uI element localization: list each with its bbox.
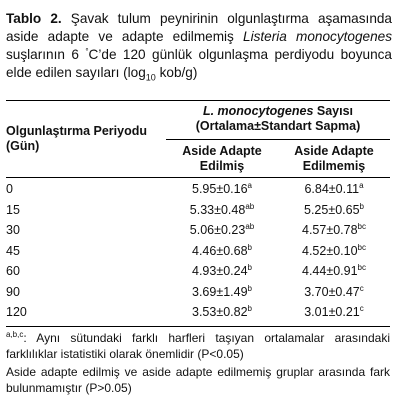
group-header-line2: (Ortalama±Standart Sapma) [195,119,361,133]
period-cell: 60 [6,264,20,278]
degree-symbol: ° [85,47,89,56]
non-adapted-significance-letter: bc [357,222,366,231]
table-caption [6,10,392,87]
period-cell: 30 [6,223,20,237]
caption-organism: Listeria monocytogenes [243,29,392,44]
table-row [0,285,400,305]
non-adapted-value-cell [278,182,390,196]
adapted-value: 5.95±0.16 [192,182,248,196]
table-row [0,264,400,284]
period-cell: 0 [6,182,13,196]
footnote-marker: a,b,c [6,330,24,339]
caption-text-2: suşlarının 6 [6,47,86,62]
caption-text-3: C’de 120 günlük olgunlaşma perdiyodu boyunca elde edilen sayıları (log [6,47,392,80]
col2-header: Aside Adapte Edilmemiş [294,144,374,173]
non-adapted-significance-letter: bc [357,242,366,252]
non-adapted-value: 4.57±0.78 [302,223,358,237]
non-adapted-significance-letter: c [359,304,364,313]
non-adapted-value-cell [278,305,390,319]
non-adapted-value: 6.84±0.11 [304,182,360,196]
adapted-value-cell [166,244,278,258]
non-adapted-value: 3.70±0.47 [304,284,360,299]
adapted-value: 4.93±0.24 [192,264,248,278]
table-row [0,244,400,264]
adapted-significance-letter: a [247,181,252,190]
table-row [0,203,400,223]
adapted-value: 5.06±0.23 [189,223,246,237]
adapted-value: 5.33±0.48 [189,202,246,217]
adapted-value-cell [166,223,278,237]
non-adapted-significance-letter: c [359,283,364,293]
adapted-value-cell [166,264,278,278]
adapted-value: 3.53±0.82 [192,305,248,319]
adapted-significance-letter: b [247,263,252,272]
non-adapted-value: 4.44±0.91 [302,264,358,278]
period-cell: 15 [6,202,20,217]
table-row [0,223,400,243]
non-adapted-value-cell [278,203,390,217]
table-row [0,305,400,325]
group-header-rest: Sayısı [313,104,354,118]
caption-text-4: kob/g) [155,65,198,80]
col1-header: Aside Adapte Edilmiş [182,144,262,173]
period-cell: 120 [6,305,27,319]
group-header-organism: L. monocytogenes [202,104,314,118]
table-row [0,182,400,202]
non-adapted-value-cell [278,244,390,258]
non-adapted-value: 4.52±0.10 [302,243,358,258]
non-adapted-significance-letter: bc [357,263,366,272]
adapted-significance-letter: ab [245,201,255,211]
log-subscript: 10 [145,72,156,83]
adapted-value-cell [166,305,278,319]
period-header: Olgunlaştırma Periyodu (Gün) [6,124,148,153]
table-bottom-rule [6,326,390,327]
group-header-rule [166,139,390,140]
adapted-significance-letter: ab [245,222,255,231]
period-cell: 45 [6,243,20,258]
header-bottom-rule [6,177,390,178]
table-top-rule [6,100,390,101]
adapted-significance-letter: b [247,242,252,252]
adapted-value-cell [166,285,278,299]
non-adapted-value-cell [278,264,390,278]
adapted-value-cell [166,203,278,217]
non-adapted-value-cell [278,223,390,237]
adapted-significance-letter: b [247,283,252,293]
adapted-value-cell [166,182,278,196]
footnote-significance [6,330,390,362]
caption-text-1: Şavak tulum peynirinin olgunlaştırma aşamasında aside adapte ve adapte edilmemiş [6,11,392,44]
group-header [166,104,390,134]
non-adapted-significance-letter: a [359,181,364,190]
adapted-significance-letter: b [247,304,252,313]
non-adapted-value: 3.01±0.21 [304,305,360,319]
non-adapted-value: 5.25±0.65 [304,202,360,217]
adapted-value: 4.46±0.68 [192,243,248,258]
footnote-no-difference: Aside adapte edilmiş ve aside adapte edilmemiş gruplar arasında fark bulunmamıştır (P>0.05) [6,365,390,395]
period-cell: 90 [6,284,20,299]
non-adapted-significance-letter: b [359,201,364,211]
table-label: Tablo 2. [6,11,62,26]
adapted-value: 3.69±1.49 [192,284,248,299]
non-adapted-value-cell [278,285,390,299]
footnote-text-1: : Aynı sütundaki farklı harfleri taşıyan ortalamalar arasındaki farklılıklar istatistiki olarak önemlidir (P<0.05) [6,331,390,361]
